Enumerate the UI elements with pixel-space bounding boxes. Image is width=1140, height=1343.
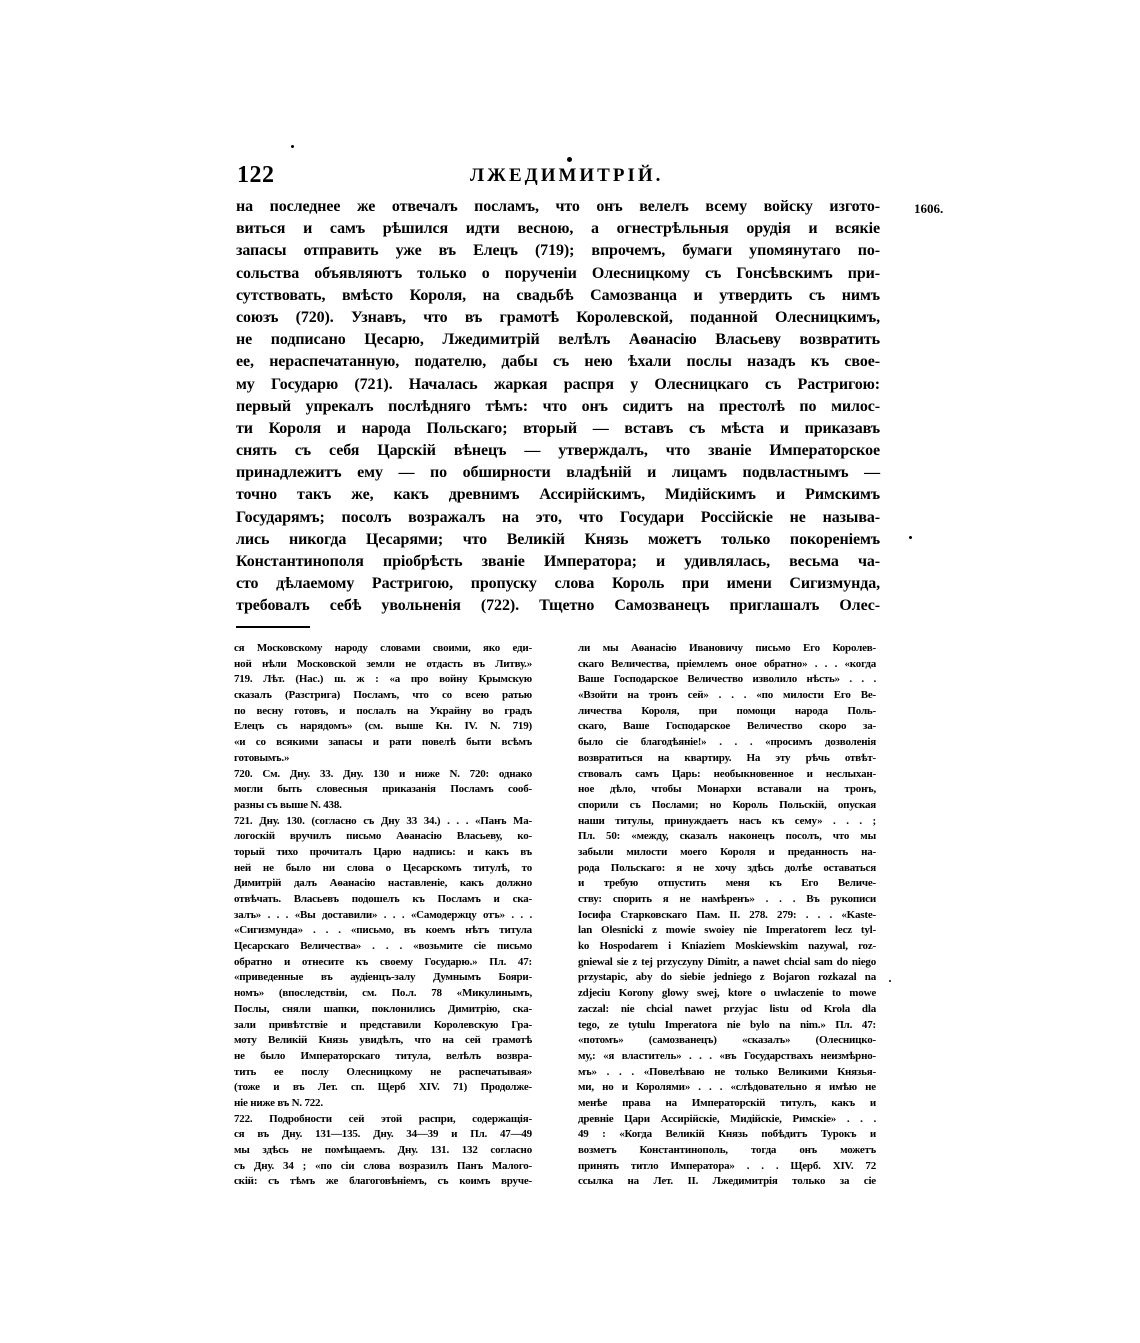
footnote-line: 722. Подробности сей этой распри, содержащія-	[234, 1112, 532, 1125]
footnote-line: ной нѣли Московской земли не отдасть въ Литву.»	[234, 657, 532, 670]
footnote-line: ствовалъ самъ Царь: необыкновенное и неслыхан-	[578, 767, 876, 780]
footnote-line: забыли милости моего Короля и преданность на-	[578, 845, 876, 858]
footnote-line: спорили съ Послами; но Король Польскій, опуская	[578, 798, 876, 811]
scan-speck	[291, 145, 294, 148]
footnote-line: принять титло Императора» . . . Щерб. XIV. 72	[578, 1159, 876, 1172]
footnote-line: «Сигизмунда» . . . «письмо, въ коемъ нѣтъ титула	[234, 924, 532, 937]
footnote-line: мъ» . . . «Повелѣваю не только Великими Князья-	[578, 1065, 876, 1078]
footnote-line: не было Императорскаго титула, велѣлъ возвра-	[234, 1049, 532, 1062]
footnote-line: тить ее послу Олесницкому не распечатывая»	[234, 1065, 532, 1078]
footnote-line: zdjeciu Korony glowy swej, ktore o uwlaczenie to mowe	[578, 987, 876, 1000]
main-text-line: снять съ себя Царскій вѣнецъ — утверждалъ, что званіе Императорское	[236, 442, 880, 460]
footnote-line: Пл. 50: «между, сказалъ наконецъ посолъ, что мы	[578, 830, 876, 843]
footnote-line: tego, ze tytulu Imperatora nie bylo na nim.» Пл. 47:	[578, 1018, 876, 1031]
main-text-line: сто дѣлаемому Растригою, пропуску слова Король при имени Сигизмунда,	[236, 575, 880, 593]
footnote-line: съ Дну. 34 ; «по сіи слова возразилъ Панъ Малого-	[234, 1159, 532, 1172]
footnote-line: ству: спорить я не намѣренъ» . . . Въ рукописи	[578, 893, 876, 905]
footnote-line: ней не было ни слова о Цесарскомъ титулѣ, то	[234, 861, 532, 874]
footnote-line: древніе Цари Ассирійскіе, Мидійскіе, Римскіе» . . .	[578, 1112, 876, 1125]
page-number: 122	[237, 162, 275, 188]
footnote-line: Іосифа Старковскаго Пам. II. 278. 279: . . . «Kaste-	[578, 908, 876, 921]
scan-speck	[567, 157, 572, 162]
main-text-line: на последнее же отвечалъ посламъ, что онъ велелъ всему войску изгото-	[236, 198, 880, 215]
footnote-line: Цесарскаго Величества» . . . «возьмите сіе письмо	[234, 940, 532, 953]
main-text-line: точно такъ же, какъ древнимъ Ассирійскимъ, Мидійскимъ и Римскимъ	[236, 486, 880, 504]
footnote-line: ссылка на Лет. II. Лжедимитрія только за сіе	[578, 1175, 876, 1188]
footnote-line: Послы, сняли шапки, поклонились Димитрію, ска-	[234, 1002, 532, 1015]
footnote-line: gniewal sie z tej przyczyny Dimitr, a nawet chcial sam do niego	[578, 955, 876, 968]
footnote-line: ніе ниже въ N. 722.	[234, 1096, 323, 1109]
footnote-line: Елецъ съ нарядомъ» (см. выше Кн. IV. N. 719)	[234, 720, 532, 733]
footnote-line: возметъ Константинополь, тогда онъ можетъ	[578, 1144, 876, 1156]
footnote-line: наши титулы, принуждаетъ насъ къ сему» . . . ;	[578, 814, 876, 827]
main-text-line: запасы отправить уже въ Елецъ (719); впрочемъ, бумаги упомянутаго по-	[236, 242, 880, 260]
footnote-line: возвратиться на квартиру. На эту рѣчь отвѣт-	[578, 751, 876, 764]
main-text-line: му Государю (721). Началась жаркая распря у Олесницкаго съ Растригою:	[236, 375, 880, 393]
footnotes-left-column	[234, 641, 532, 1190]
footnote-line: «Взойти на тронъ сей» . . . «по милости Его Ве-	[578, 689, 876, 702]
scan-speck	[909, 536, 912, 539]
footnote-line: и требую отпустить меня къ Его Величе-	[578, 877, 876, 890]
footnote-line: логоскій вручилъ письмо Аѳанасію Власьеву, ко-	[234, 830, 532, 843]
footnote-line: номъ» (впоследствіи, см. По.л. 78 «Микулинымъ,	[234, 987, 532, 1000]
main-text-line: ее, нераспечатанную, подателю, дабы съ нею ѣхали послы назадъ къ свое-	[236, 353, 880, 371]
footnote-line: ся Московскому народу словами своими, яко еди-	[234, 642, 532, 654]
footnote-line: отвѣчать. Власьевъ подошелъ къ Посламъ и ска-	[234, 893, 532, 905]
footnote-line: сказалъ (Разстрига) Посламъ, что со всею ратью	[234, 689, 532, 702]
footnote-line: рода Польскаго: я не хочу здѣсь долѣе оставаться	[578, 861, 876, 874]
footnote-line: по весну готовъ, и послалъ на Украйну во градъ	[234, 704, 532, 717]
footnote-line: зали привѣтствіе и представили Королевскую Гра-	[234, 1018, 532, 1031]
running-head: ЛЖЕДИМИТРІЙ.	[470, 165, 664, 186]
footnote-line: Ваше Господарское Величество изволило нѣсть» . . .	[578, 673, 876, 686]
footnote-line: ми, но и Королями» . . . «слѣдовательно я имѣю не	[578, 1081, 876, 1094]
footnote-line: zaczal: nie chcial nawet przyjac listu od Krola dla	[578, 1002, 876, 1015]
footnote-line: «приведенные въ аудіенцъ-залу Думнымъ Бояри-	[234, 971, 532, 984]
main-text-line: виться и самъ рѣшился идти весною, а огнестрѣльныя орудія и всякіе	[236, 220, 880, 238]
footnote-line: могли быть словесныя приказанія Посламъ сооб-	[234, 783, 532, 796]
footnote-line: скаго, Ваше Господарское Величество скоро за-	[578, 720, 876, 733]
main-text-line: не подписано Цесарю, Лжедимитрій велѣлъ Аѳанасію Власьеву возвратить	[236, 331, 880, 349]
main-text-line: первый упрекалъ послѣдняго тѣмъ: что онъ сидитъ на престолѣ по милос-	[236, 397, 880, 415]
footnote-line: скаго Величества, пріемлемъ оное обратно» . . . «когда	[578, 657, 876, 670]
footnote-line: ное дѣло, чтобы Монархи вставали на тронъ,	[578, 783, 876, 796]
scan-speck	[889, 980, 891, 982]
footnote-line: готовымъ.»	[234, 751, 290, 764]
footnote-line: личества Короля, при помощи народа Поль-	[578, 704, 876, 717]
margin-year-note: 1606.	[914, 201, 944, 216]
footnote-line: «потомъ» (самозванецъ) «сказалъ» (Олесницко-	[578, 1034, 876, 1047]
footnote-line: 719. Лѣт. (Нас.) ш. ж : «а про войну Крымскую	[234, 673, 532, 686]
main-text-line: сольства объявляютъ только о порученіи Олесницкому съ Гонсѣвскимъ при-	[236, 264, 880, 282]
footnote-line: 49 : «Когда Великій Князь побѣдитъ Турокъ и	[578, 1128, 876, 1141]
footnote-line: «и со всякими запасы и рати повелѣ быти всѣмъ	[234, 736, 532, 749]
main-text-line: союзъ (720). Узнавъ, что въ грамотѣ Королевской, поданной Олесницкимъ,	[236, 308, 880, 326]
footnote-line: было сіе благодѣяніе!» . . . «просимъ дозволенія	[578, 736, 876, 749]
main-text-line: требовалъ себѣ увольненія (722). Тщетно Самозванецъ приглашалъ Олес-	[236, 597, 880, 615]
footnote-line: менѣе права на Императорскій титулъ, какъ и	[578, 1096, 876, 1109]
footnote-line: ли мы Аѳанасію Ивановичу письмо Его Королев-	[578, 642, 876, 654]
footnote-line: 720. См. Дну. 33. Дну. 130 и ниже N. 720: однако	[234, 767, 532, 780]
main-text-line: Государямъ; посолъ возражалъ на это, что Государи Россійскіе не называ-	[236, 508, 880, 526]
footnote-line: ся въ Дну. 131—135. Дну. 34—39 и Пл. 47—49	[234, 1128, 532, 1141]
main-text-block	[236, 196, 880, 618]
footnote-line: przystapic, aby do siebie jedniego z Bojaron rozkazal na	[578, 971, 876, 984]
main-text-line: сутствовать, вмѣсто Короля, на свадьбѣ Самозванца и утвердить съ нимъ	[236, 286, 880, 304]
footnote-line: разны съ выше N. 438.	[234, 798, 342, 811]
footnotes-right-column	[578, 641, 876, 1190]
footnote-line: обратно и отнесите къ своему Государю.» Пл. 47:	[234, 955, 532, 968]
footnote-line: (тоже и въ Лет. сп. Щерб XIV. 71) Продолже-	[234, 1081, 532, 1094]
footnote-line: скій: съ тѣмъ же благоговѣніемъ, съ коимъ вруче-	[234, 1175, 532, 1188]
footnote-line: Димитрій далъ Аѳанасію наставленіе, какъ должно	[234, 877, 532, 890]
footnote-line: ko Hospodarem i Kniaziem Moskiewskim nazywal, roz-	[578, 940, 876, 953]
footnote-line: моту Великій Князь увидѣлъ, что на сей грамотѣ	[234, 1034, 532, 1047]
footnote-line: му,: «я властитель» . . . «въ Государствахъ неизмѣрно-	[578, 1049, 876, 1062]
main-text-line: ти Короля и народа Польскаго; вторый — вставъ съ мѣста и приказавъ	[236, 419, 880, 437]
footnote-separator-rule	[236, 626, 310, 628]
main-text-line: лись никогда Цесарями; что Великій Князь можетъ только покореніемъ	[236, 530, 880, 548]
footnote-line: lan Olesnicki z mowie swoiey nie Imperatorem lecz tyl-	[578, 924, 876, 937]
main-text-line: Константинополя пріобрѣсть званіе Императора; и удивлялась, весьма ча-	[236, 553, 880, 570]
footnote-line: мы здѣсь не помѣщаемъ. Дну. 131. 132 согласно	[234, 1144, 532, 1156]
footnote-line: торый тихо прочиталъ Царю надпись: и какъ въ	[234, 845, 532, 858]
main-text-line: принадлежитъ ему — по обширности владѣній и лицамъ подвластнымъ —	[236, 464, 880, 482]
footnote-line: залъ» . . . «Вы доставили» . . . «Самодержцу отъ» . . .	[234, 908, 532, 921]
footnote-line: 721. Дну. 130. (согласно съ Дну 33 34.) . . . «Панъ Ма-	[234, 814, 532, 827]
